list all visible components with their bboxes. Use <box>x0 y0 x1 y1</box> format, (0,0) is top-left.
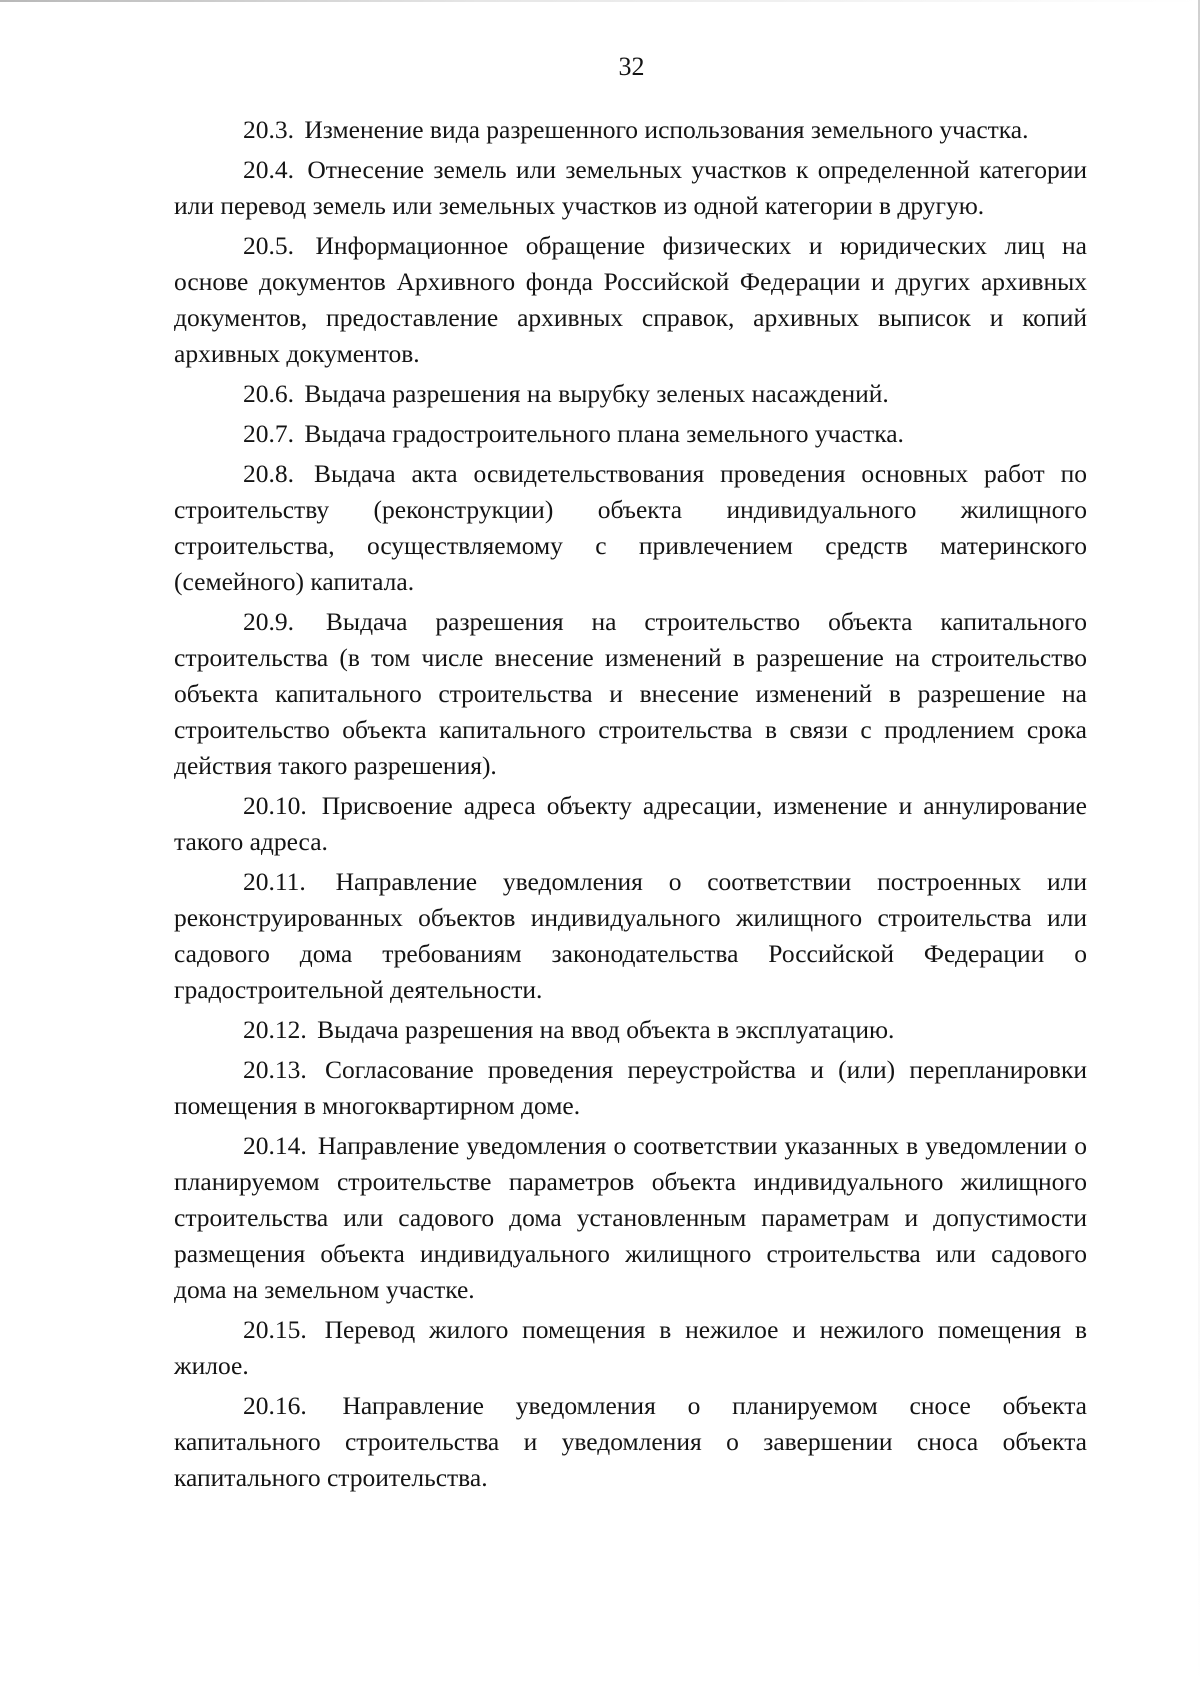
paragraph-20-15 <box>174 1312 1087 1384</box>
paragraph-text: Изменение вида разрешенного использования земельного участка. <box>304 115 1029 144</box>
page-number: 32 <box>618 52 645 81</box>
paragraph-number: 20.12. <box>243 1015 307 1044</box>
paragraph-number: 20.11. <box>243 867 306 896</box>
paragraph-number: 20.15. <box>243 1315 307 1344</box>
paragraph-20-14 <box>174 1128 1087 1308</box>
paragraph-number: 20.14. <box>243 1131 307 1160</box>
paragraph-text: Направление уведомления о планируемом сносе объекта капитального строительства и уведомления о завершении сноса объекта капитального строительства. <box>174 1391 1087 1492</box>
paragraph-20-9 <box>174 604 1087 784</box>
paragraph-20-16 <box>174 1388 1087 1496</box>
scan-edge-top <box>0 0 1200 2</box>
paragraph-text: Выдача градостроительного плана земельного участка. <box>304 419 904 448</box>
paragraph-20-7 <box>174 416 1087 452</box>
paragraph-number: 20.7. <box>243 419 294 448</box>
paragraph-number: 20.16. <box>243 1391 307 1420</box>
paragraph-text: Выдача разрешения на вырубку зеленых насаждений. <box>304 379 889 408</box>
paragraph-number: 20.3. <box>243 115 294 144</box>
paragraph-text: Информационное обращение физических и юридических лиц на основе документов Архивного фонда Российской Федерации и других архивных документов, предоставление архивных справок, архивных выписок и копий архивных документов. <box>174 231 1087 368</box>
paragraph-20-10 <box>174 788 1087 860</box>
document-body <box>174 112 1087 1500</box>
paragraph-number: 20.13. <box>243 1055 307 1084</box>
paragraph-text: Выдача разрешения на ввод объекта в эксплуатацию. <box>317 1015 895 1044</box>
paragraph-number: 20.5. <box>243 231 294 260</box>
paragraph-text: Отнесение земель или земельных участков к определенной категории или перевод земель или земельных участков из одной категории в другую. <box>174 155 1088 220</box>
paragraph-text: Присвоение адреса объекту адресации, изменение и аннулирование такого адреса. <box>174 791 1088 856</box>
paragraph-text: Направление уведомления о соответствии построенных или реконструированных объектов индивидуального жилищного строительства или садового дома требованиям законодательства Российской Федерации о градостроительной деятельности. <box>174 867 1087 1004</box>
paragraph-text: Перевод жилого помещения в нежилое и нежилого помещения в жилое. <box>174 1315 1088 1380</box>
paragraph-text: Согласование проведения переустройства и (или) перепланировки помещения в многоквартирном доме. <box>174 1055 1088 1120</box>
paragraph-20-11 <box>174 864 1087 1008</box>
paragraph-20-3 <box>174 112 1087 148</box>
paragraph-number: 20.8. <box>243 459 294 488</box>
paragraph-text: Выдача акта освидетельствования проведения основных работ по строительству (реконструкции) объекта индивидуального жилищного строительства, осуществляемому с привлечением средств материнского (семейного) капитала. <box>174 459 1087 596</box>
paragraph-number: 20.4. <box>243 155 294 184</box>
paragraph-20-12 <box>174 1012 1087 1048</box>
paragraph-20-4 <box>174 152 1087 224</box>
paragraph-20-8 <box>174 456 1087 600</box>
paragraph-20-5 <box>174 228 1087 372</box>
paragraph-number: 20.10. <box>243 791 307 820</box>
paragraph-text: Выдача разрешения на строительство объекта капитального строительства (в том числе внесение изменений в разрешение на строительство объекта капитального строительства и внесение изменений в разрешение на строительство объекта капитального строительства в связи с продлением срока действия такого разрешения). <box>174 607 1088 780</box>
paragraph-number: 20.6. <box>243 379 294 408</box>
paragraph-20-13 <box>174 1052 1087 1124</box>
paragraph-text: Направление уведомления о соответствии указанных в уведомлении о планируемом строительстве параметров объекта индивидуального жилищного строительства или садового дома установленным параметрам и допустимости размещения объекта индивидуального жилищного строительства или садового дома на земельном участке. <box>174 1131 1087 1304</box>
paragraph-20-6 <box>174 376 1087 412</box>
paragraph-number: 20.9. <box>243 607 294 636</box>
